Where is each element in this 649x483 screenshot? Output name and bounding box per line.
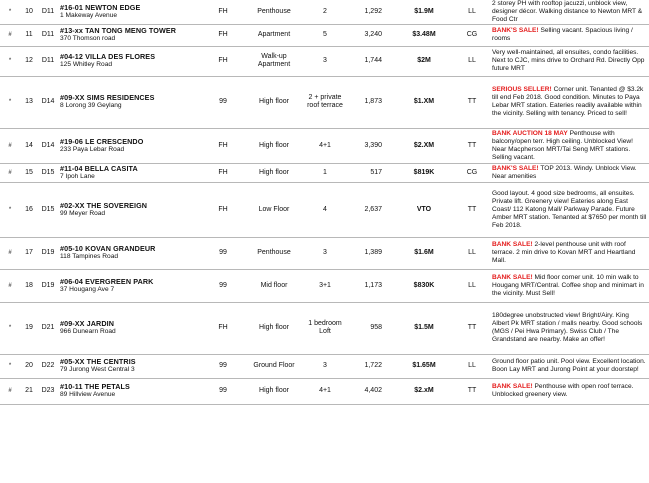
- remarks: [490, 269, 649, 302]
- bedrooms: 3: [302, 46, 348, 76]
- floor-area: 1,389: [348, 237, 394, 269]
- floor-area: 4,402: [348, 378, 394, 404]
- unit-type: High floor: [246, 378, 302, 404]
- remark-text: Penthouse with open roof terrace. Unblocked greenery view.: [492, 383, 634, 399]
- listing-row: [0, 0, 649, 24]
- remarks: [490, 163, 649, 182]
- agent-code: LL: [454, 354, 490, 378]
- remark-highlight: SERIOUS SELLER!: [492, 86, 552, 94]
- floor-area: 3,390: [348, 128, 394, 163]
- row-number: 11: [20, 24, 38, 46]
- row-marker: #: [0, 24, 20, 46]
- project-name: #02-XX THE SOVEREIGN: [60, 200, 148, 210]
- project-address: 99 Meyer Road: [60, 209, 106, 217]
- remark-text: Corner unit. Tenanted @ $3.2k till end Feb 2018. Good condition. Minutes to Paya Lebar MRT station. Eateries readily available within the vicinity. Selling with tenancy. Priced to sell!: [492, 86, 644, 118]
- project-address: 79 Jurong West Central 3: [60, 366, 135, 374]
- project-cell: [58, 128, 200, 163]
- floor-area: 1,292: [348, 0, 394, 24]
- project-cell: [58, 76, 200, 128]
- agent-code: TT: [454, 182, 490, 237]
- listing-row: [0, 46, 649, 76]
- listing-row: [0, 302, 649, 354]
- asking-price: $1.6M: [394, 237, 454, 269]
- project-cell: [58, 163, 200, 182]
- remarks: [490, 46, 649, 76]
- project-address: 7 Ipoh Lane: [60, 172, 95, 180]
- agent-code: CG: [454, 163, 490, 182]
- floor-area: 1,744: [348, 46, 394, 76]
- bedrooms: 5: [302, 24, 348, 46]
- district-code: D11: [38, 0, 58, 24]
- agent-code: TT: [454, 302, 490, 354]
- floor-area: 2,637: [348, 182, 394, 237]
- bedrooms: 4+1: [302, 378, 348, 404]
- project-name: #06-04 EVERGREEN PARK: [60, 276, 154, 286]
- remarks: [490, 378, 649, 404]
- remarks: [490, 128, 649, 163]
- district-code: D11: [38, 46, 58, 76]
- bedrooms: 2: [302, 0, 348, 24]
- agent-code: LL: [454, 0, 490, 24]
- row-number: 12: [20, 46, 38, 76]
- remark-highlight: BANK'S SALE!: [492, 164, 539, 172]
- bedrooms: 3: [302, 237, 348, 269]
- tenure: FH: [200, 163, 246, 182]
- asking-price: $1.9M: [394, 0, 454, 24]
- tenure: FH: [200, 24, 246, 46]
- project-name: #04-12 VILLA DES FLORES: [60, 52, 156, 62]
- remark-highlight: BANK SALE!: [492, 383, 533, 391]
- project-cell: [58, 269, 200, 302]
- project-address: 233 Paya Lebar Road: [60, 145, 125, 153]
- asking-price: $830K: [394, 269, 454, 302]
- listing-row: [0, 378, 649, 404]
- unit-type: Walk-up Apartment: [246, 46, 302, 76]
- row-number: 20: [20, 354, 38, 378]
- bedrooms: 1 bedroom Loft: [302, 302, 348, 354]
- project-address: 1 Makeway Avenue: [60, 11, 118, 19]
- remarks: [490, 237, 649, 269]
- row-marker: #: [0, 269, 20, 302]
- project-cell: [58, 302, 200, 354]
- floor-area: 3,240: [348, 24, 394, 46]
- remarks: [490, 24, 649, 46]
- project-address: 118 Tampines Road: [60, 253, 119, 261]
- unit-type: High floor: [246, 302, 302, 354]
- unit-type: High floor: [246, 76, 302, 128]
- unit-type: High floor: [246, 163, 302, 182]
- tenure: 99: [200, 237, 246, 269]
- agent-code: LL: [454, 269, 490, 302]
- remark-text: 2 storey PH with rooftop jacuzzi, unblock view, designer décor. Walking distance to Newton MRT & Food Ctr: [492, 0, 643, 23]
- remark-text: Mid floor corner unit. 10 min walk to Hougang MRT/Central. Coffee shop and minimart in the vicinity. Must Sell!: [492, 273, 644, 297]
- listing-row: [0, 182, 649, 237]
- row-marker: *: [0, 0, 20, 24]
- project-name: #09-XX SIMS RESIDENCES: [60, 93, 155, 103]
- project-name: #10-11 THE PETALS: [60, 382, 130, 392]
- project-cell: [58, 182, 200, 237]
- bedrooms: 1: [302, 163, 348, 182]
- listing-row: [0, 269, 649, 302]
- project-name: #16-01 NEWTON EDGE: [60, 2, 141, 12]
- asking-price: $2.XM: [394, 128, 454, 163]
- district-code: D14: [38, 76, 58, 128]
- row-marker: #: [0, 163, 20, 182]
- district-code: D14: [38, 128, 58, 163]
- district-code: D11: [38, 24, 58, 46]
- row-number: 13: [20, 76, 38, 128]
- row-number: 21: [20, 378, 38, 404]
- tenure: FH: [200, 0, 246, 24]
- floor-area: 958: [348, 302, 394, 354]
- project-cell: [58, 0, 200, 24]
- listing-row: [0, 237, 649, 269]
- remarks: [490, 0, 649, 24]
- tenure: FH: [200, 46, 246, 76]
- unit-type: Mid floor: [246, 269, 302, 302]
- tenure: 99: [200, 354, 246, 378]
- project-name: #13-xx TAN TONG MENG TOWER: [60, 26, 177, 36]
- remark-highlight: BANK'S SALE!: [492, 27, 539, 35]
- agent-code: TT: [454, 128, 490, 163]
- unit-type: High floor: [246, 128, 302, 163]
- tenure: 99: [200, 76, 246, 128]
- remarks: [490, 182, 649, 237]
- remark-highlight: BANK AUCTION 18 MAY: [492, 129, 568, 137]
- row-marker: *: [0, 354, 20, 378]
- asking-price: $2.xM: [394, 378, 454, 404]
- project-cell: [58, 378, 200, 404]
- project-name: #05-10 KOVAN GRANDEUR: [60, 244, 156, 254]
- agent-code: LL: [454, 46, 490, 76]
- asking-price: $1.65M: [394, 354, 454, 378]
- district-code: D15: [38, 163, 58, 182]
- remark-text: Selling vacant. Spacious living / rooms: [492, 27, 633, 43]
- tenure: 99: [200, 269, 246, 302]
- district-code: D15: [38, 182, 58, 237]
- row-number: 10: [20, 0, 38, 24]
- district-code: D21: [38, 302, 58, 354]
- remark-text: Penthouse with balcony/open terr. High ceiling. Unblocked View! Near Macpherson MRT/Tai Seng MRT stations. Selling vacant.: [492, 129, 633, 161]
- project-address: 37 Hougang Ave 7: [60, 285, 115, 293]
- unit-type: Low Floor: [246, 182, 302, 237]
- row-number: 14: [20, 128, 38, 163]
- listing-row: [0, 76, 649, 128]
- row-number: 19: [20, 302, 38, 354]
- bedrooms: 2 + private roof terrace: [302, 76, 348, 128]
- tenure: FH: [200, 302, 246, 354]
- project-name: #05-XX THE CENTRIS: [60, 357, 136, 367]
- remark-text: Good layout. 4 good size bedrooms, all ensuites. Private lift. Greenery view! Eateries along East Coast/ 112 Katong Mall/ Parkway Parade. Future Amber MRT station. Tenanted at $7650 per month till Feb 2018.: [492, 189, 647, 229]
- tenure: 99: [200, 378, 246, 404]
- project-address: 125 Whitley Road: [60, 61, 113, 69]
- agent-code: TT: [454, 378, 490, 404]
- listing-row: [0, 354, 649, 378]
- row-marker: #: [0, 128, 20, 163]
- row-marker: *: [0, 76, 20, 128]
- remark-text: 180degree unobstructed view! Bright/Airy. King Albert Pk MRT station / malls nearby. Good schools (MGS / Pei Hwa Primary). Swiss Club / The Grandstand are nearby. Make an offer!: [492, 312, 643, 344]
- remarks: [490, 302, 649, 354]
- asking-price: $1.XM: [394, 76, 454, 128]
- floor-area: 1,873: [348, 76, 394, 128]
- asking-price: VTO: [394, 182, 454, 237]
- bedrooms: 3+1: [302, 269, 348, 302]
- project-name: #19-06 LE CRESCENDO: [60, 136, 144, 146]
- unit-type: Penthouse: [246, 237, 302, 269]
- listing-row: [0, 128, 649, 163]
- agent-code: TT: [454, 76, 490, 128]
- unit-type: Ground Floor: [246, 354, 302, 378]
- asking-price: $2M: [394, 46, 454, 76]
- district-code: D19: [38, 269, 58, 302]
- floor-area: 1,173: [348, 269, 394, 302]
- remark-text: 2-level penthouse unit with roof terrace. 2 min drive to Kovan MRT and Heartland Mall.: [492, 241, 636, 265]
- unit-type: Apartment: [246, 24, 302, 46]
- row-number: 15: [20, 163, 38, 182]
- row-marker: #: [0, 237, 20, 269]
- bedrooms: 4: [302, 182, 348, 237]
- bedrooms: 3: [302, 354, 348, 378]
- row-marker: *: [0, 182, 20, 237]
- project-cell: [58, 237, 200, 269]
- asking-price: $1.5M: [394, 302, 454, 354]
- project-name: #11-04 BELLA CASITA: [60, 163, 138, 173]
- agent-code: LL: [454, 237, 490, 269]
- remark-highlight: BANK SALE!: [492, 273, 533, 281]
- row-number: 18: [20, 269, 38, 302]
- project-address: 370 Thomson road: [60, 35, 116, 43]
- row-marker: *: [0, 302, 20, 354]
- project-address: 89 Hillview Avenue: [60, 391, 116, 399]
- agent-code: CG: [454, 24, 490, 46]
- remarks: [490, 76, 649, 128]
- project-name: #09-XX JARDIN: [60, 319, 115, 329]
- asking-price: $819K: [394, 163, 454, 182]
- project-cell: [58, 24, 200, 46]
- district-code: D22: [38, 354, 58, 378]
- district-code: D23: [38, 378, 58, 404]
- district-code: D19: [38, 237, 58, 269]
- listing-row: [0, 163, 649, 182]
- remark-text: Very well-maintained, all ensuites, condo facilities. Next to CJC, mins drive to Orchard Rd. Directly Opp future MRT: [492, 49, 645, 73]
- project-cell: [58, 354, 200, 378]
- project-cell: [58, 46, 200, 76]
- unit-type: Penthouse: [246, 0, 302, 24]
- remark-text: Ground floor patio unit. Pool view. Excellent location. Boon Lay MRT and Jurong Point at your doorstep!: [492, 358, 646, 374]
- project-address: 8 Lorong 39 Geylang: [60, 102, 122, 110]
- row-number: 16: [20, 182, 38, 237]
- tenure: FH: [200, 128, 246, 163]
- tenure: FH: [200, 182, 246, 237]
- project-address: 966 Dunearn Road: [60, 328, 116, 336]
- row-marker: #: [0, 378, 20, 404]
- row-number: 17: [20, 237, 38, 269]
- listing-row: [0, 24, 649, 46]
- remarks: [490, 354, 649, 378]
- asking-price: $3.48M: [394, 24, 454, 46]
- floor-area: 517: [348, 163, 394, 182]
- row-marker: *: [0, 46, 20, 76]
- remark-text: TOP 2013. Windy. Unblock View. Near amenities: [492, 164, 637, 180]
- remark-highlight: BANK SALE!: [492, 241, 533, 249]
- floor-area: 1,722: [348, 354, 394, 378]
- bedrooms: 4+1: [302, 128, 348, 163]
